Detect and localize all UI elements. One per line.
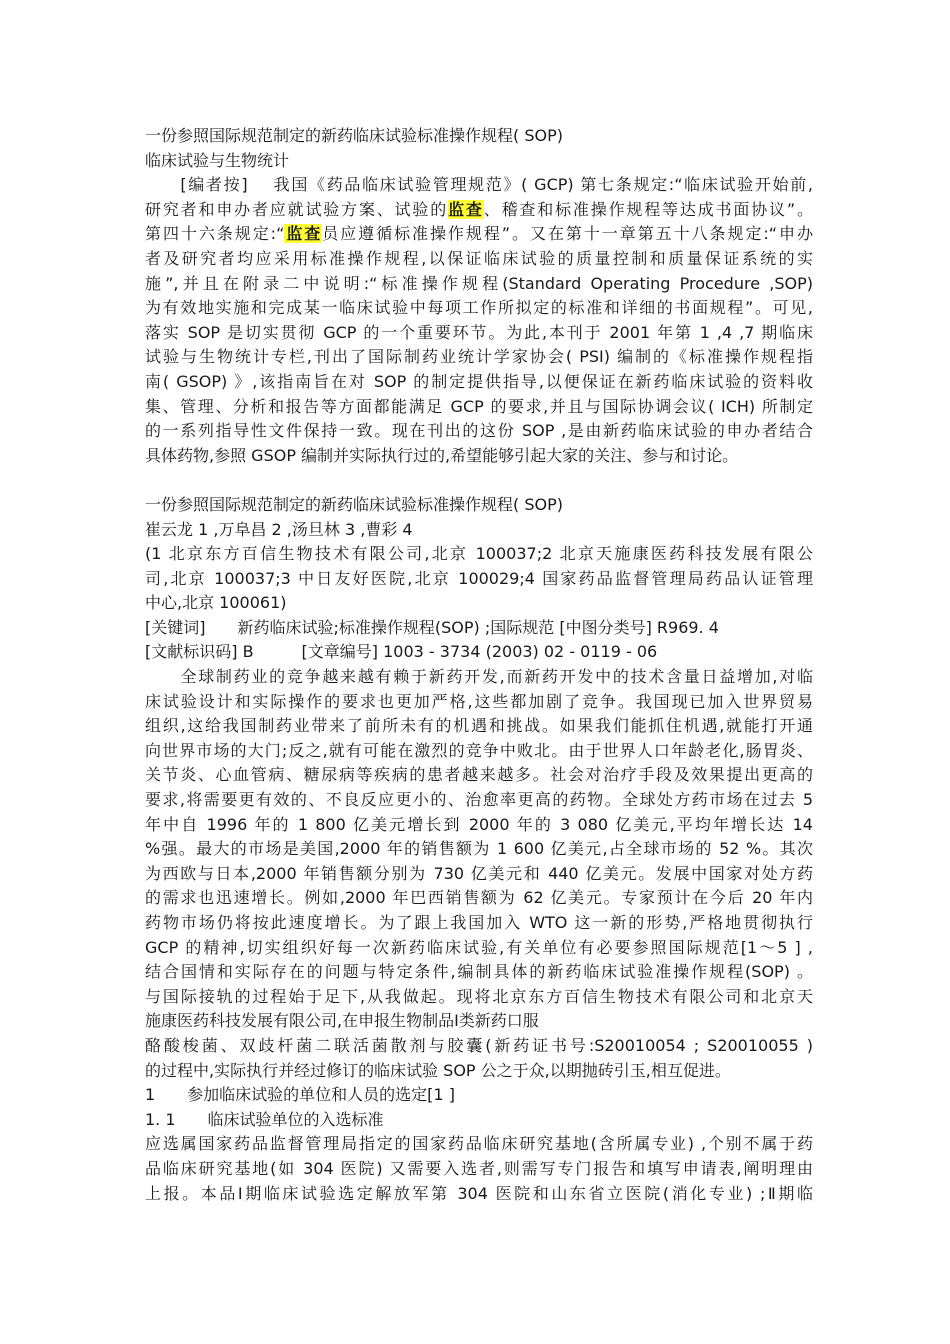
- text-line: [145, 1009, 813, 1034]
- column-name: 临床试验与生物统计: [145, 150, 290, 170]
- text-line: [145, 321, 813, 346]
- text-segment: 为有效地实施和完成某一临床试验中每项工作所拟定的标准和详细的书面规程”。可见,: [145, 298, 813, 318]
- article-title: 一份参照国际规范制定的新药临床试验标准操作规程( SOP): [145, 494, 563, 514]
- text-line: [145, 1034, 813, 1059]
- text-line: [145, 272, 813, 297]
- text-segment: 关节炎、心血管病、糖尿病等疾病的患者越来越多。社会对治疗手段及效果提出更高的: [145, 765, 813, 785]
- text-line: [145, 419, 813, 444]
- text-line: [145, 985, 813, 1010]
- document-title: 一份参照国际规范制定的新药临床试验标准操作规程( SOP): [145, 126, 563, 145]
- text-line: [145, 1108, 813, 1133]
- text-line: [145, 1083, 813, 1108]
- text-line: [145, 1157, 813, 1182]
- text-line: [145, 1059, 813, 1084]
- text-segment: 研究者和申办者应就试验方案、试验的: [145, 199, 449, 219]
- editor-note: [145, 173, 813, 468]
- text-segment: 者及研究者均应采用标准操作规程,以保证临床试验的质量控制和质量保证系统的实: [145, 248, 813, 268]
- text-line: [145, 837, 813, 862]
- text-line: [145, 788, 813, 813]
- text-segment: 具体药物,参照 GSOP 编制并实际执行过的,希望能够引起大家的关注、参与和讨论。: [145, 445, 739, 465]
- text-line: [145, 960, 813, 985]
- text-segment: 、稽查和标准操作规程等达成书面协议”。: [483, 199, 813, 219]
- authors: 崔云龙 1 ,万阜昌 2 ,汤旦林 3 ,曹彩 4: [145, 519, 413, 539]
- text-line: [145, 198, 813, 223]
- text-line: [145, 222, 813, 247]
- text-line: [145, 1132, 813, 1157]
- text-segment: 品临床研究基地(如 304 医院) 又需要入选者,则需写专门报告和填写申请表,阐明理由: [145, 1158, 813, 1178]
- text-segment: 应选属国家药品监督管理局指定的国家药品临床研究基地(含所属专业) ,个别不属于药: [145, 1134, 813, 1154]
- text-line: [145, 1182, 813, 1207]
- text-line: [145, 542, 813, 567]
- text-segment: 1 参加临床试验的单位和人员的选定[1 ]: [145, 1085, 455, 1105]
- text-line: [145, 665, 813, 690]
- text-segment: 结合国情和实际存在的问题与特定条件,编制具体的新药临床试验准操作规程(SOP) 。: [145, 962, 813, 982]
- text-line: [145, 370, 813, 395]
- text-segment: 施”,并且在附录二中说明:“标准操作规程(Standard Operating Procedure ,SOP): [145, 273, 813, 293]
- blank-line: [145, 468, 813, 493]
- text-line: [145, 247, 813, 272]
- text-segment: 落实 SOP 是切实贯彻 GCP 的一个重要环节。为此,本刊于 2001 年第 1 ,4 ,7 期临床: [145, 322, 813, 342]
- text-segment: 试验与生物统计专栏,刊出了国际制药业统计学家协会( PSI) 编制的《标准操作规程指: [145, 347, 813, 367]
- text-segment: 上报。本品Ⅰ期临床试验选定解放军第 304 医院和山东省立医院(消化专业) ;Ⅱ期临: [145, 1183, 813, 1203]
- text-segment: 南( GSOP) 》,该指南旨在对 SOP 的制定提供指导,以便保证在新药临床试验的资料收: [145, 371, 813, 391]
- text-line: [145, 911, 813, 936]
- doc-id-line: [文献标识码] B [文章编号] 1003 - 3734 (2003) 02 - 0119 - 06: [145, 642, 658, 662]
- text-segment: 施康医药科技发展有限公司,在申报生物制品Ⅰ类新药口服: [145, 1011, 539, 1031]
- text-line: [145, 739, 813, 764]
- highlighted-term: 监查: [448, 199, 484, 219]
- text-line: [145, 886, 813, 911]
- text-segment: 组织,这给我国制药业带来了前所未有的机遇和挑战。如果我们能抓住机遇,就能打开通: [145, 716, 813, 736]
- text-line: [145, 690, 813, 715]
- text-segment: 要求,将需要更有效的、不良反应更小的、治愈率更高的药物。全球处方药市场在过去 5: [145, 790, 813, 810]
- text-line: [145, 763, 813, 788]
- highlighted-term: 监查: [284, 224, 323, 244]
- text-segment: 与国际接轨的过程始于足下,从我做起。现将北京东方百信生物技术有限公司和北京天: [145, 986, 813, 1006]
- text-line: [145, 591, 813, 616]
- text-segment: 第四十六条规定:“: [145, 224, 285, 244]
- text-segment: 的一系列指导性文件保持一致。现在刊出的这份 SOP ,是由新药临床试验的申办者结合: [145, 421, 813, 441]
- text-segment: 中心,北京 100061): [145, 593, 287, 613]
- text-segment: 全球制药业的竞争越来越有赖于新药开发,而新药开发中的技术含量日益增加,对临: [145, 667, 813, 687]
- text-line: [145, 345, 813, 370]
- text-segment: 向世界市场的大门;反之,就有可能在激烈的竞争中败北。由于世界人口年龄老化,肠胃炎、: [145, 740, 813, 760]
- text-line: [145, 567, 813, 592]
- affiliations: [145, 542, 813, 616]
- text-segment: 1. 1 临床试验单位的入选标准: [145, 1109, 384, 1129]
- document-page: [145, 124, 813, 1206]
- text-segment: 集、管理、分析和报告等方面都能满足 GCP 的要求,并且与国际协调会议( ICH) 所制定: [145, 396, 813, 416]
- text-line: [145, 395, 813, 420]
- text-segment: 年中自 1996 年的 1 800 亿美元增长到 2000 年的 3 080 亿美元,平均年增长达 14: [145, 814, 813, 834]
- text-segment: 为西欧与日本,2000 年销售额分别为 730 亿美元和 440 亿美元。发展中国家对处方药: [145, 863, 813, 883]
- text-line: [145, 862, 813, 887]
- text-segment: 酪酸梭菌、双歧杆菌二联活菌散剂与胶囊(新药证书号:S20010054 ; S20010055 ): [145, 1035, 813, 1055]
- text-line: [145, 936, 813, 961]
- text-segment: 司,北京 100037;3 中日友好医院,北京 100029;4 国家药品监督管理局药品认证管理: [145, 568, 813, 588]
- text-segment: (1 北京东方百信生物技术有限公司,北京 100037;2 北京天施康医药科技发展有限公: [145, 544, 813, 564]
- keywords-line: [关键词] 新药临床试验;标准操作规程(SOP) ;国际规范 [中图分类号] R969. 4: [145, 617, 719, 637]
- text-segment: %强。最大的市场是美国,2000 年的销售额为 1 600 亿美元,占全球市场的 52 %。其次: [145, 839, 813, 859]
- text-segment: 床试验设计和实际操作的要求也更加严格,这些都加剧了竞争。我国现已加入世界贸易: [145, 691, 813, 711]
- text-segment: 的需求也迅速增长。例如,2000 年巴西销售额为 62 亿美元。专家预计在今后 20 年内: [145, 888, 813, 908]
- text-segment: GCP 的精神,切实组织好每一次新药临床试验,有关单位有必要参照国际规范[1～5 ] ,: [145, 937, 813, 957]
- text-segment: [编者按] 我国《药品临床试验管理规范》( GCP) 第七条规定:“临床试验开始前,: [145, 175, 813, 195]
- text-line: [145, 714, 813, 739]
- text-line: [145, 173, 813, 198]
- text-line: [145, 813, 813, 838]
- text-segment: 药物市场仍将按此速度增长。为了跟上我国加入 WTO 这一新的形势,严格地贯彻执行: [145, 913, 813, 932]
- body-text: [145, 665, 813, 1206]
- text-line: [145, 296, 813, 321]
- text-segment: 的过程中,实际执行并经过修订的临床试验 SOP 公之于众,以期抛砖引玉,相互促进。: [145, 1060, 731, 1080]
- text-line: [145, 444, 813, 469]
- text-segment: 员应遵循标准操作规程”。又在第十一章第五十八条规定:“申办: [322, 224, 813, 244]
